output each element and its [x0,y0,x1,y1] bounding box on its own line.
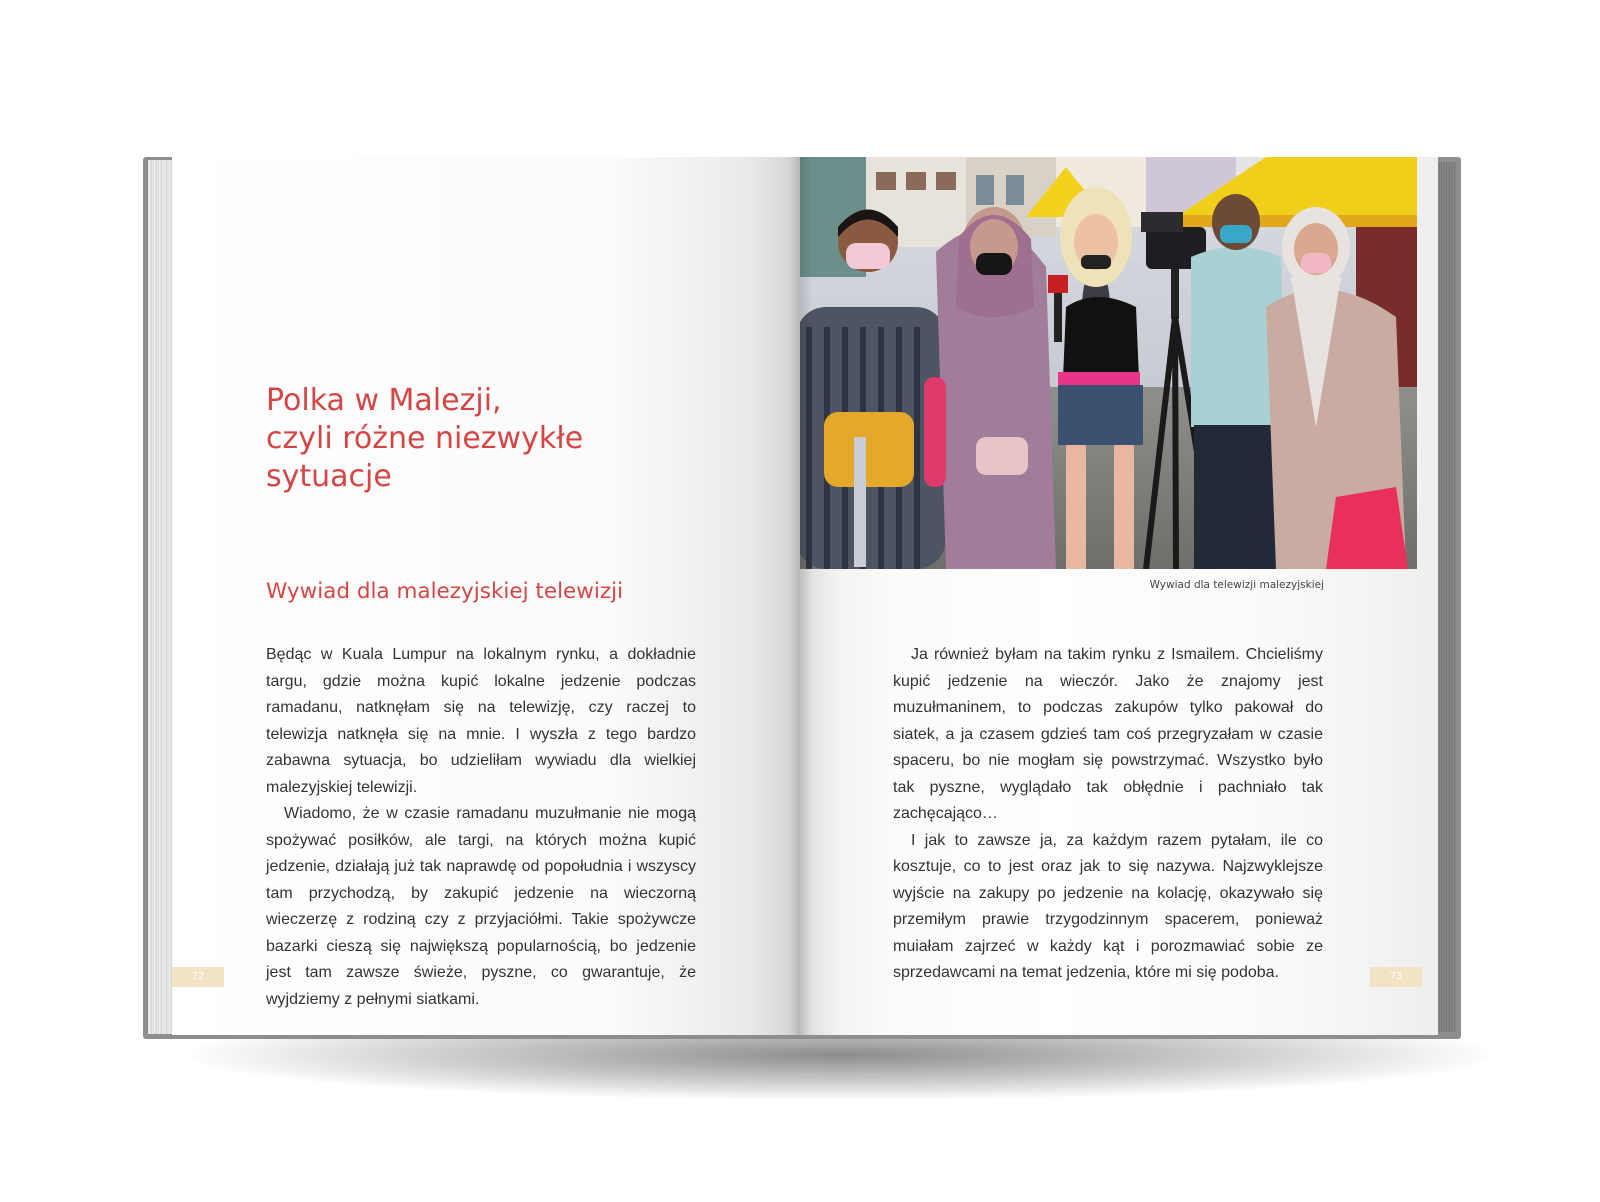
page-number-right: 73 [1370,967,1422,987]
photo-caption: Wywiad dla telewizji malezyjskiej [1149,579,1324,591]
right-body-text [893,642,1323,987]
right-paragraph-2: I jak to zawsze ja, za każdym razem pytałam, ile co kosztuje, co to jest oraz jak to się nazywa. Najzwyklejsze wyjście na zakupy po jedzenie na kolację, okazywało się przemiłym prawie trzygodzinnym spacerem, ponieważ muiałam zajrzeć w każdy kąt i porozmawiać sobie ze sprzedawcami na temat jedzenia, które mi się podoba. [893,831,1323,981]
left-page [172,157,800,1035]
left-paragraph-1: Będąc w Kuala Lumpur na lokalnym rynku, a dokładnie targu, gdzie można kupić lokalne jedzenie podczas ramadanu, natknęłam się na telewizję, czy raczej to telewizja natknęła się na mnie. I wyszła z tego bardzo zabawna sytuacja, bo udzieliłam wywiadu dla wielkiej malezyjskiej telewizji. [266,646,696,796]
right-page-edges [1436,162,1456,1032]
right-paragraph-1: Ja również byłam na takim rynku z Ismailem. Chcieliśmy kupić jedzenie na wieczór. Jako że znajomy jest muzułmaninem, to podczas zakupów tylko pakował do siatek, a ja czasem gdzieś tam coś przegryzałam w czasie spaceru, bo nie mogłam się powstrzymać. Wszystko było tak pyszne, wyglądało tak obłędnie i pachniało tak zachęcająco… [893,646,1323,822]
right-page [800,157,1438,1035]
left-body-text [266,642,696,1013]
chapter-title: Polka w Malezji, czyli różne niezwykłe sytuacje [266,383,584,494]
page-number-left: 72 [172,967,224,987]
market-interview-photo [800,157,1417,569]
book-gutter [788,157,812,1035]
left-paragraph-2: Wiadomo, że w czasie ramadanu muzułmanie nie mogą spożywać posiłków, ale targi, na których można kupić jedzenie, działają już tak naprawdę od popołudnia i wszyscy tam przychodzą, by zakupić jedzenie na wieczorną wieczerzę z rodziną czy z przyjaciółmi. Takie spożywcze bazarki cieszą się największą popularnością, bo jedzenie jest tam zawsze świeże, pyszne, co gwarantuje, że wyjdziemy z pełnymi siatkami. [266,805,696,1008]
section-title: Wywiad dla malezyjskiej telewizji [266,579,624,604]
